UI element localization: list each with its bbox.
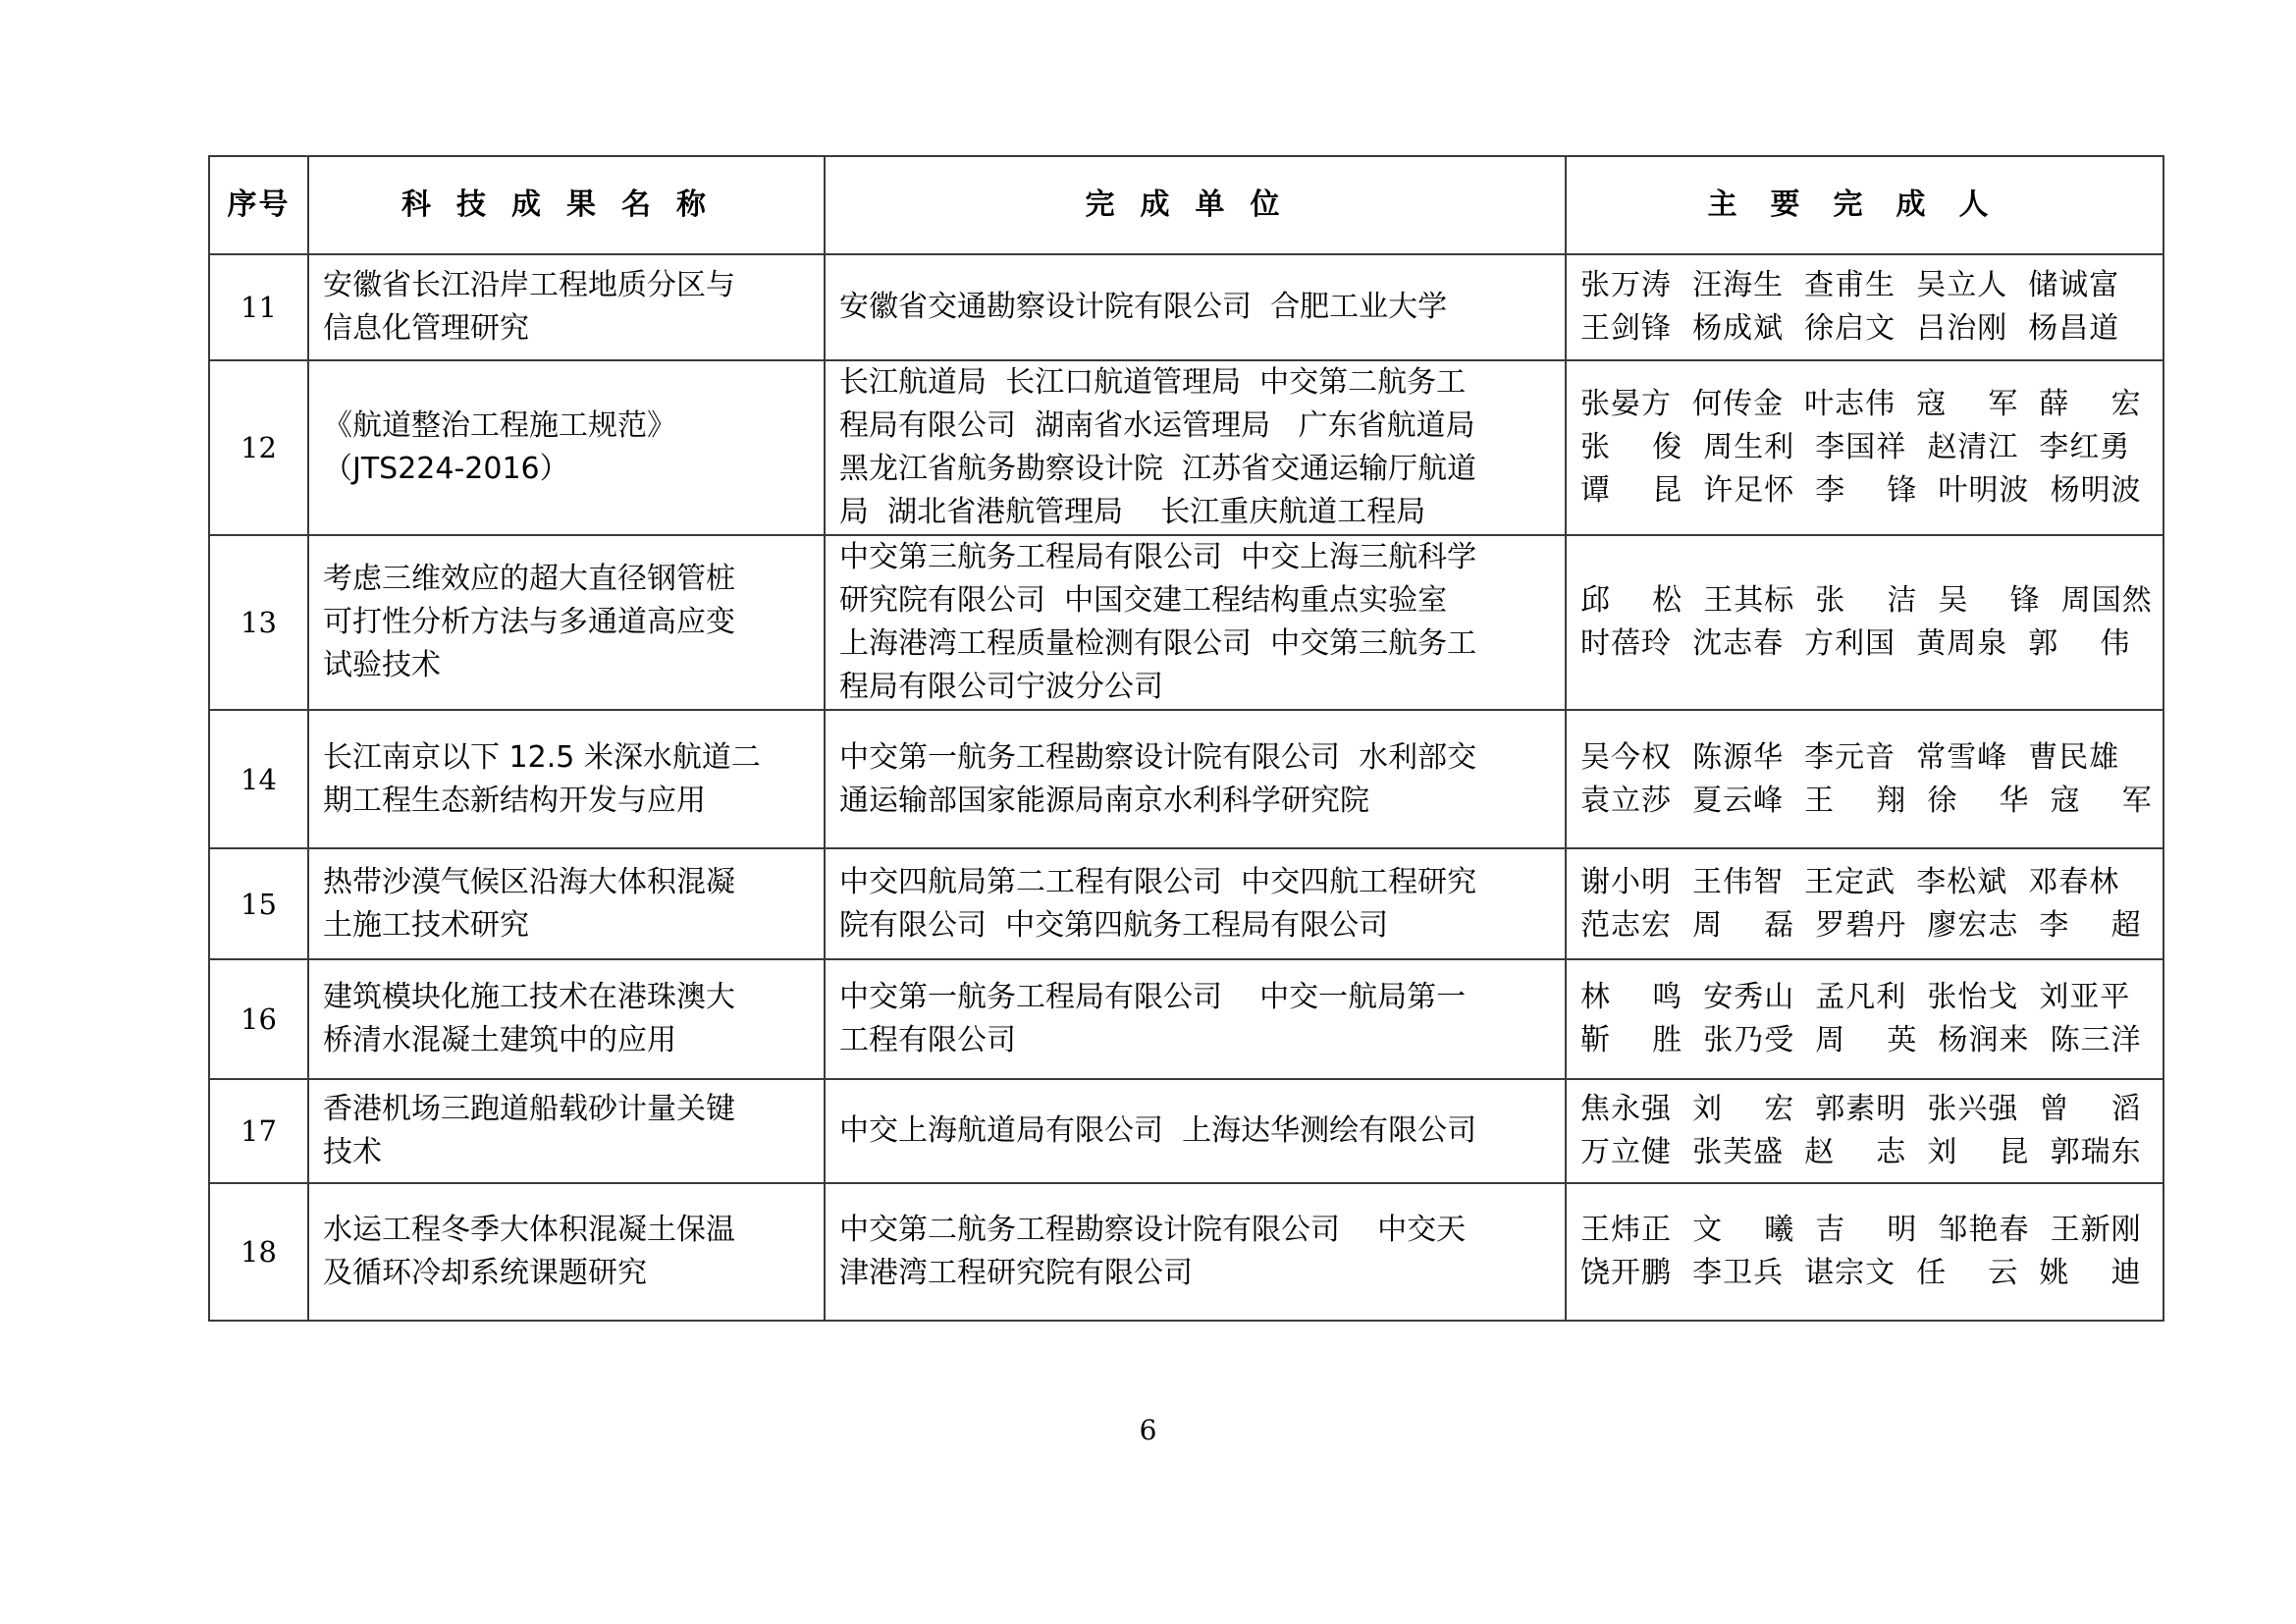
cell-text-line: 谢小明 王伟智 王定武 李松斌 邓春林 xyxy=(1580,864,2120,899)
table-body xyxy=(209,254,2163,1321)
cell-text-line: 长江南京以下 12.5 米深水航道二 xyxy=(323,739,761,775)
cell-text-line: 张万涛 汪海生 查甫生 吴立人 储诚富 xyxy=(1580,268,2120,302)
row-main-persons xyxy=(1566,535,2163,710)
cell-text-line: 吴今权 陈源华 李元音 常雪峰 曹民雄 xyxy=(1580,739,2120,775)
cell-text-line: （JTS224-2016） xyxy=(323,452,569,486)
cell-text-line: 袁立莎 夏云峰 王 翔 徐 华 寇 军 xyxy=(1580,783,2153,818)
row-seq: 11 xyxy=(209,254,308,360)
row-achievement-name xyxy=(308,254,825,360)
cell-text-line: 中交四航局第二工程有限公司 中交四航工程研究 xyxy=(839,864,1477,899)
row-main-persons xyxy=(1566,360,2163,535)
cell-text-line: 安徽省交通勘察设计院有限公司 合肥工业大学 xyxy=(839,290,1448,324)
cell-text-line: 黑龙江省航务勘察设计院 江苏省交通运输厅航道 xyxy=(839,452,1477,486)
cell-text-line: 中交第一航务工程勘察设计院有限公司 水利部交 xyxy=(839,739,1477,775)
row-completing-units xyxy=(825,1183,1566,1321)
cell-text-line: 中交第一航务工程局有限公司 中交一航局第一 xyxy=(839,980,1467,1014)
cell-text-line: 桥清水混凝土建筑中的应用 xyxy=(323,1023,676,1057)
cell-text-line: 工程有限公司 xyxy=(839,1023,1016,1057)
row-achievement-name xyxy=(308,959,825,1079)
cell-text-line: 程局有限公司 湖南省水运管理局 广东省航道局 xyxy=(839,408,1475,443)
cell-text-line: 长江航道局 长江口航道管理局 中交第二航务工 xyxy=(839,365,1467,400)
cell-text-line: 张晏方 何传金 叶志伟 寇 军 薛 宏 xyxy=(1580,387,2142,421)
cell-text-line: 水运工程冬季大体积混凝土保温 xyxy=(323,1213,735,1247)
cell-text-line: 安徽省长江沿岸工程地质分区与 xyxy=(323,268,735,302)
header-main-persons: 主要完成人 xyxy=(1566,156,2163,254)
row-main-persons xyxy=(1566,1079,2163,1183)
row-achievement-name xyxy=(308,1079,825,1183)
cell-text-line: 土施工技术研究 xyxy=(323,907,529,943)
cell-text-line: 技术 xyxy=(323,1135,382,1169)
cell-text-line: 《航道整治工程施工规范》 xyxy=(323,408,676,443)
row-achievement-name xyxy=(308,1183,825,1321)
cell-text-line: 建筑模块化施工技术在港珠澳大 xyxy=(323,980,735,1014)
row-achievement-name xyxy=(308,360,825,535)
cell-text-line: 局 湖北省港航管理局 长江重庆航道工程局 xyxy=(839,495,1426,529)
cell-text-line: 程局有限公司宁波分公司 xyxy=(839,670,1163,704)
row-completing-units xyxy=(825,1079,1566,1183)
row-seq: 13 xyxy=(209,535,308,710)
row-achievement-name xyxy=(308,848,825,959)
table-row xyxy=(209,535,2163,710)
cell-text-line: 热带沙漠气候区沿海大体积混凝 xyxy=(323,864,735,899)
cell-text-line: 焦永强 刘 宏 郭素明 张兴强 曾 滔 xyxy=(1580,1092,2142,1126)
cell-text-line: 时蓓玲 沈志春 方利国 黄周泉 郭 伟 xyxy=(1580,626,2131,661)
header-completing-units: 完成单位 xyxy=(825,156,1566,254)
page-number: 6 xyxy=(1139,1414,1157,1446)
cell-text-line: 研究院有限公司 中国交建工程结构重点实验室 xyxy=(839,583,1448,618)
cell-text-line: 王炜正 文 曦 吉 明 邹艳春 王新刚 xyxy=(1580,1213,2142,1247)
table-row xyxy=(209,710,2163,848)
row-main-persons xyxy=(1566,1183,2163,1321)
header-seq: 序号 xyxy=(209,156,308,254)
cell-text-line: 中交第三航务工程局有限公司 中交上海三航科学 xyxy=(839,540,1477,574)
cell-text-line: 及循环冷却系统课题研究 xyxy=(323,1256,647,1290)
row-achievement-name xyxy=(308,535,825,710)
cell-text-line: 香港机场三跑道船载砂计量关键 xyxy=(323,1092,735,1126)
cell-text-line: 可打性分析方法与多通道高应变 xyxy=(323,605,735,639)
row-achievement-name xyxy=(308,710,825,848)
table-row xyxy=(209,1079,2163,1183)
row-completing-units xyxy=(825,848,1566,959)
cell-text-line: 期工程生态新结构开发与应用 xyxy=(323,783,706,818)
cell-text-line: 考虑三维效应的超大直径钢管桩 xyxy=(323,562,735,596)
row-completing-units xyxy=(825,535,1566,710)
row-completing-units xyxy=(825,710,1566,848)
awards-table xyxy=(208,155,2164,1322)
table-row xyxy=(209,848,2163,959)
cell-text-line: 中交第二航务工程勘察设计院有限公司 中交天 xyxy=(839,1213,1467,1247)
cell-text-line: 万立健 张芙盛 赵 志 刘 昆 郭瑞东 xyxy=(1580,1135,2142,1169)
cell-text-line: 王剑锋 杨成斌 徐启文 吕治刚 杨昌道 xyxy=(1580,311,2120,346)
table-row xyxy=(209,360,2163,535)
row-main-persons xyxy=(1566,959,2163,1079)
cell-text-line: 院有限公司 中交第四航务工程局有限公司 xyxy=(839,907,1389,943)
cell-text-line: 饶开鹏 李卫兵 谌宗文 任 云 姚 迪 xyxy=(1580,1256,2142,1290)
header-row xyxy=(209,156,2163,254)
header-achievement-name: 科技成果名称 xyxy=(308,156,825,254)
row-completing-units xyxy=(825,959,1566,1079)
row-completing-units xyxy=(825,360,1566,535)
cell-text-line: 邱 松 王其标 张 洁 吴 锋 周国然 xyxy=(1580,583,2153,618)
row-seq: 12 xyxy=(209,360,308,535)
row-seq: 15 xyxy=(209,848,308,959)
row-seq: 16 xyxy=(209,959,308,1079)
row-seq: 14 xyxy=(209,710,308,848)
table-row xyxy=(209,254,2163,360)
table-row xyxy=(209,1183,2163,1321)
cell-text-line: 信息化管理研究 xyxy=(323,311,529,346)
cell-text-line: 靳 胜 张乃受 周 英 杨润来 陈三洋 xyxy=(1580,1023,2142,1057)
row-completing-units xyxy=(825,254,1566,360)
row-main-persons xyxy=(1566,254,2163,360)
row-seq: 17 xyxy=(209,1079,308,1183)
cell-text-line: 林 鸣 安秀山 孟凡利 张怡戈 刘亚平 xyxy=(1580,980,2131,1014)
row-main-persons xyxy=(1566,710,2163,848)
cell-text-line: 试验技术 xyxy=(323,648,441,682)
row-seq: 18 xyxy=(209,1183,308,1321)
cell-text-line: 中交上海航道局有限公司 上海达华测绘有限公司 xyxy=(839,1113,1477,1148)
cell-text-line: 谭 昆 许足怀 李 锋 叶明波 杨明波 xyxy=(1580,473,2142,508)
cell-text-line: 上海港湾工程质量检测有限公司 中交第三航务工 xyxy=(839,626,1477,661)
cell-text-line: 张 俊 周生利 李国祥 赵清江 李红勇 xyxy=(1580,430,2131,464)
cell-text-line: 范志宏 周 磊 罗碧丹 廖宏志 李 超 xyxy=(1580,907,2142,943)
cell-text-line: 津港湾工程研究院有限公司 xyxy=(839,1256,1193,1290)
row-main-persons xyxy=(1566,848,2163,959)
cell-text-line: 通运输部国家能源局南京水利科学研究院 xyxy=(839,783,1369,818)
table-row xyxy=(209,959,2163,1079)
